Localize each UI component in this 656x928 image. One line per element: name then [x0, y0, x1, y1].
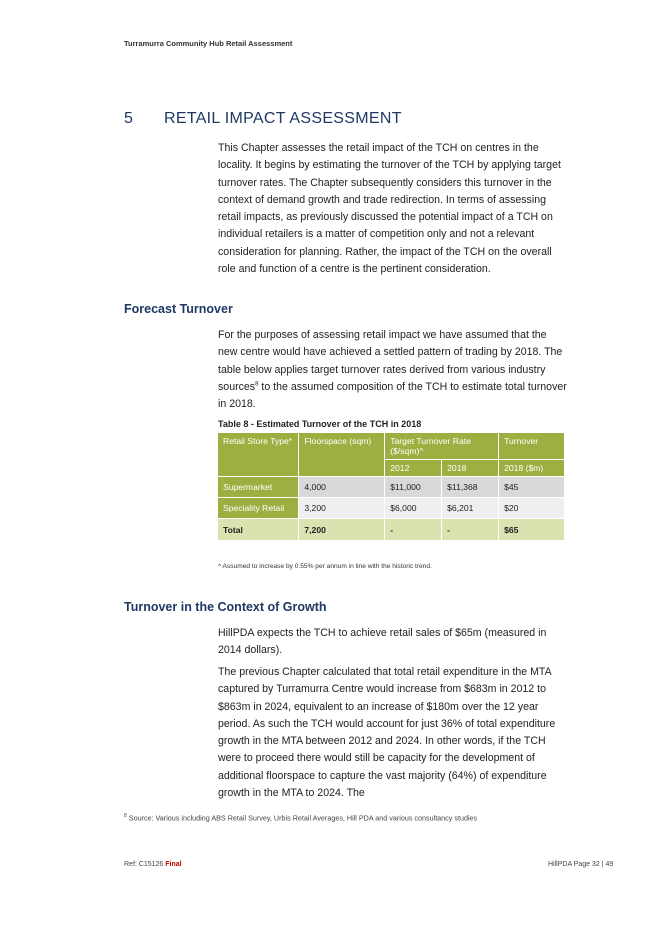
header-turnover: Turnover	[499, 433, 565, 460]
footnote-mark: 8	[124, 813, 127, 819]
cell-turnover: $45	[499, 477, 565, 498]
footer-ref-number: Ref: C15126	[124, 861, 166, 868]
cell-rate-2018: -	[442, 519, 499, 541]
footer-status: Final	[165, 861, 182, 868]
header-floorspace: Floorspace (sqm)	[299, 433, 385, 477]
table-row	[218, 477, 565, 498]
header-2012: 2012	[385, 460, 442, 477]
table-note: ^ Assumed to increase by 0.55% per annum in line with the historic trend.	[218, 563, 432, 570]
cell-rate-2018: $11,368	[442, 477, 499, 498]
cell-floorspace: 7,200	[299, 519, 385, 541]
forecast-paragraph	[218, 327, 568, 413]
cell-floorspace: 3,200	[299, 498, 385, 519]
table-row	[218, 498, 565, 519]
growth-paragraph-1: HillPDA expects the TCH to achieve retail sales of $65m (measured in 2014 dollars).	[218, 627, 547, 657]
cell-rate-2012: $11,000	[385, 477, 442, 498]
cell-rate-2018: $6,201	[442, 498, 499, 519]
intro-paragraph: This Chapter assesses the retail impact of the TCH on centres in the locality. It begins by estimating the turnover of the TCH by applying target turnover rates. The Chapter subsequently considers this turnover in the context of demand growth and trade redirection. In terms of assessing retail impacts, as previously discussed the potential impact of a TCH on individual retailers is a matter of competition only and not a relevant consideration for planning. Rather, the impact of the TCH on the overall role and function of a centre is the pertinent consideration.	[218, 142, 561, 276]
footnote-reference[interactable]: 8	[255, 381, 259, 388]
header-turnover-2018: 2018 ($m)	[499, 460, 565, 477]
table-row-total	[218, 519, 565, 541]
header-rate: Target Turnover Rate ($/sqm)^	[385, 433, 499, 460]
footnote	[124, 813, 477, 822]
header-store-type: Retail Store Type*	[218, 433, 299, 477]
cell-turnover: $20	[499, 498, 565, 519]
growth-paragraph-2: The previous Chapter calculated that total retail expenditure in the MTA captured by Turramurra Centre would increase from $683m in 2012 to $863m in 2024, equivalent to an increase of $180m over the 12 year period. As such the TCH would account for just 36% of total expenditure growth in the MTA between 2012 and 2024. In other words, if the TCH were to proceed there would still be capacity for the development of additional floorspace to capture the vast majority (64%) of expenditure growth in the MTA to 2024. The	[218, 666, 556, 800]
forecast-heading: Forecast Turnover	[124, 302, 233, 316]
chapter-number: 5	[124, 110, 134, 127]
forecast-text-a: For the purposes of assessing retail impact we have assumed that the new centre would have achieved a settled pattern of trading by 2018. The table below applies target turnover rates derived from various industry sources	[218, 329, 563, 393]
cell-store-type: Speciality Retail	[218, 498, 299, 519]
growth-heading: Turnover in the Context of Growth	[124, 600, 327, 614]
table-caption: Table 8 - Estimated Turnover of the TCH in 2018	[218, 419, 422, 429]
header-2018: 2018	[442, 460, 499, 477]
footnote-text: Source: Various including ABS Retail Survey, Urbis Retail Averages, Hill PDA and various consultancy studies	[126, 813, 478, 823]
cell-rate-2012: -	[385, 519, 442, 541]
turnover-table	[218, 433, 565, 541]
running-header: Turramurra Community Hub Retail Assessment	[124, 39, 293, 48]
footer-ref	[124, 861, 182, 868]
footer-page-number: HillPDA Page 32 | 49	[548, 861, 614, 868]
cell-turnover: $65	[499, 519, 565, 541]
cell-store-type: Total	[218, 519, 299, 541]
chapter-title: RETAIL IMPACT ASSESSMENT	[164, 110, 402, 127]
cell-floorspace: 4,000	[299, 477, 385, 498]
cell-store-type: Supermarket	[218, 477, 299, 498]
forecast-text-b: to the assumed composition of the TCH to estimate total turnover in 2018.	[218, 380, 567, 411]
cell-rate-2012: $6,000	[385, 498, 442, 519]
chapter-heading	[124, 110, 402, 128]
